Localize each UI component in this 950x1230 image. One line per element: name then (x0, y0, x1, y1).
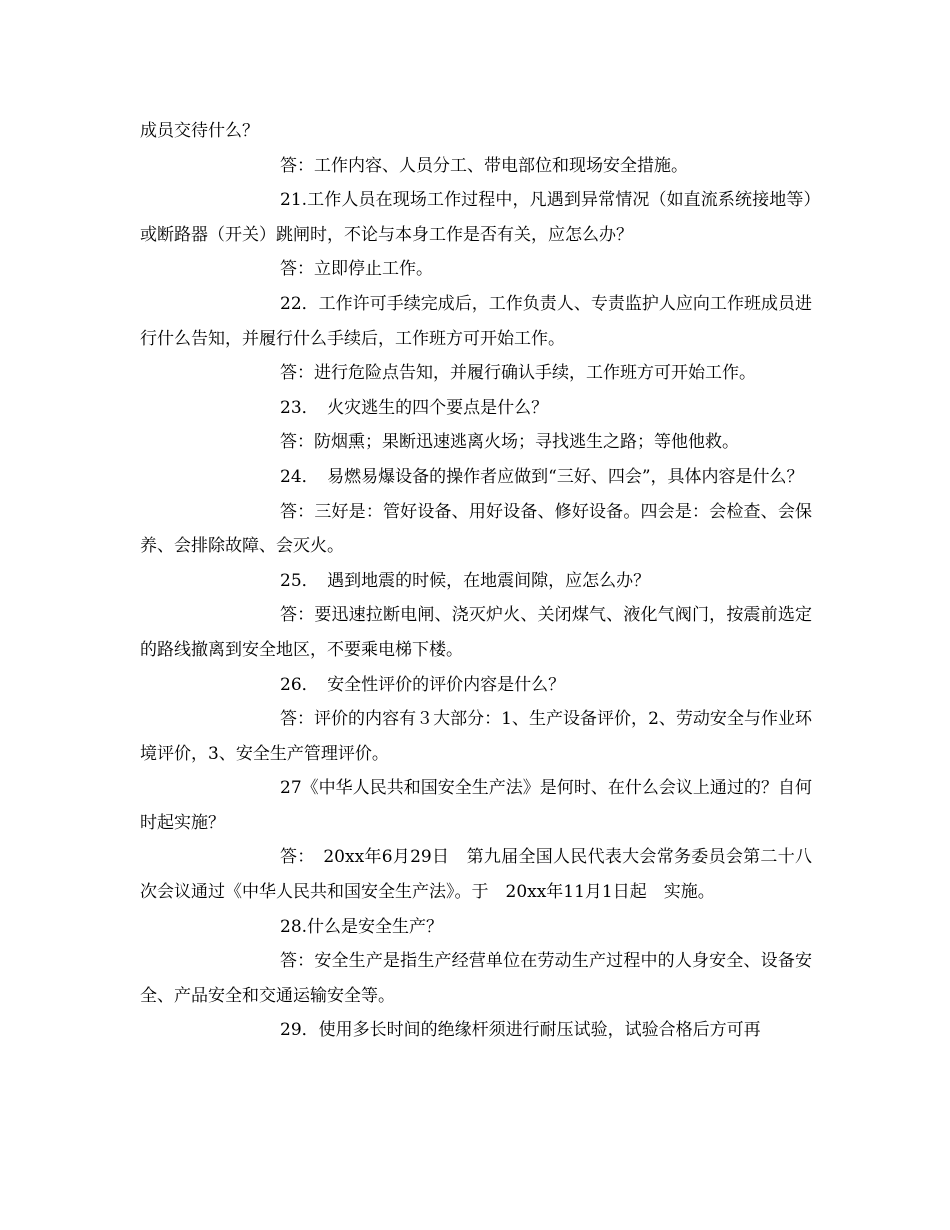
answer-26: 答：评价的内容有３大部分：1、生产设备评价，2、劳动安全与作业环境评价，3、安全生产管理评价。 (140, 709, 812, 764)
question-25: 25． 遇到地震的时候，在地震间隙，应怎么办？ (280, 570, 651, 591)
answer-22: 答：进行危险点告知，并履行确认手续，工作班方可开始工作。 (280, 363, 756, 384)
answer-23: 答：防烟熏；果断迅速逃离火场；寻找逃生之路；等他他救。 (280, 432, 739, 453)
question-23: 23． 火灾逃生的四个要点是什么？ (280, 397, 549, 418)
question-22: 22．工作许可手续完成后，工作负责人、专责监护人应向工作班成员进行什么告知，并履行什么手续后，工作班方可开始工作。 (140, 293, 812, 349)
answer-20: 答：工作内容、人员分工、带电部位和现场安全措施。 (280, 155, 688, 176)
question-29: 29．使用多长时间的绝缘杆须进行耐压试验，试验合格后方可再 (280, 1020, 761, 1041)
question-27: 27《中华人民共和国安全生产法》是何时、在什么会议上通过的？自何时起实施？ (140, 778, 812, 833)
paragraph-continuation: 成员交待什么？ (140, 121, 259, 141)
question-28: 28.什么是安全生产？ (280, 916, 444, 937)
answer-25: 答：要迅速拉断电闸、浇灭炉火、关闭煤气、液化气阀门，按震前选定的路线撤离到安全地区，不要乘电梯下楼。 (140, 605, 812, 660)
answer-21: 答：立即停止工作。 (280, 259, 433, 280)
answer-28: 答：安全生产是指生产经营单位在劳动生产过程中的人身安全、设备安全、产品安全和交通运输安全等。 (140, 951, 812, 1006)
document-body (140, 114, 812, 1048)
question-21: 21.工作人员在现场工作过程中，凡遇到异常情况（如直流系统接地等）或断路器（开关）跳闸时，不论与本身工作是否有关，应怎么办？ (140, 190, 812, 245)
question-24: 24． 易燃易爆设备的操作者应做到“三好、四会”，具体内容是什么？ (280, 466, 804, 487)
answer-27: 答： 20xx年6月29日 第九届全国人民代表大会常务委员会第二十八次会议通过《中华人民共和国安全生产法》。于 20xx年11月1日起 实施。 (140, 847, 812, 903)
answer-24: 答：三好是：管好设备、用好设备、修好设备。四会是：会检查、会保养、会排除故障、会灭火。 (140, 501, 812, 557)
question-26: 26． 安全性评价的评价内容是什么？ (280, 674, 566, 695)
